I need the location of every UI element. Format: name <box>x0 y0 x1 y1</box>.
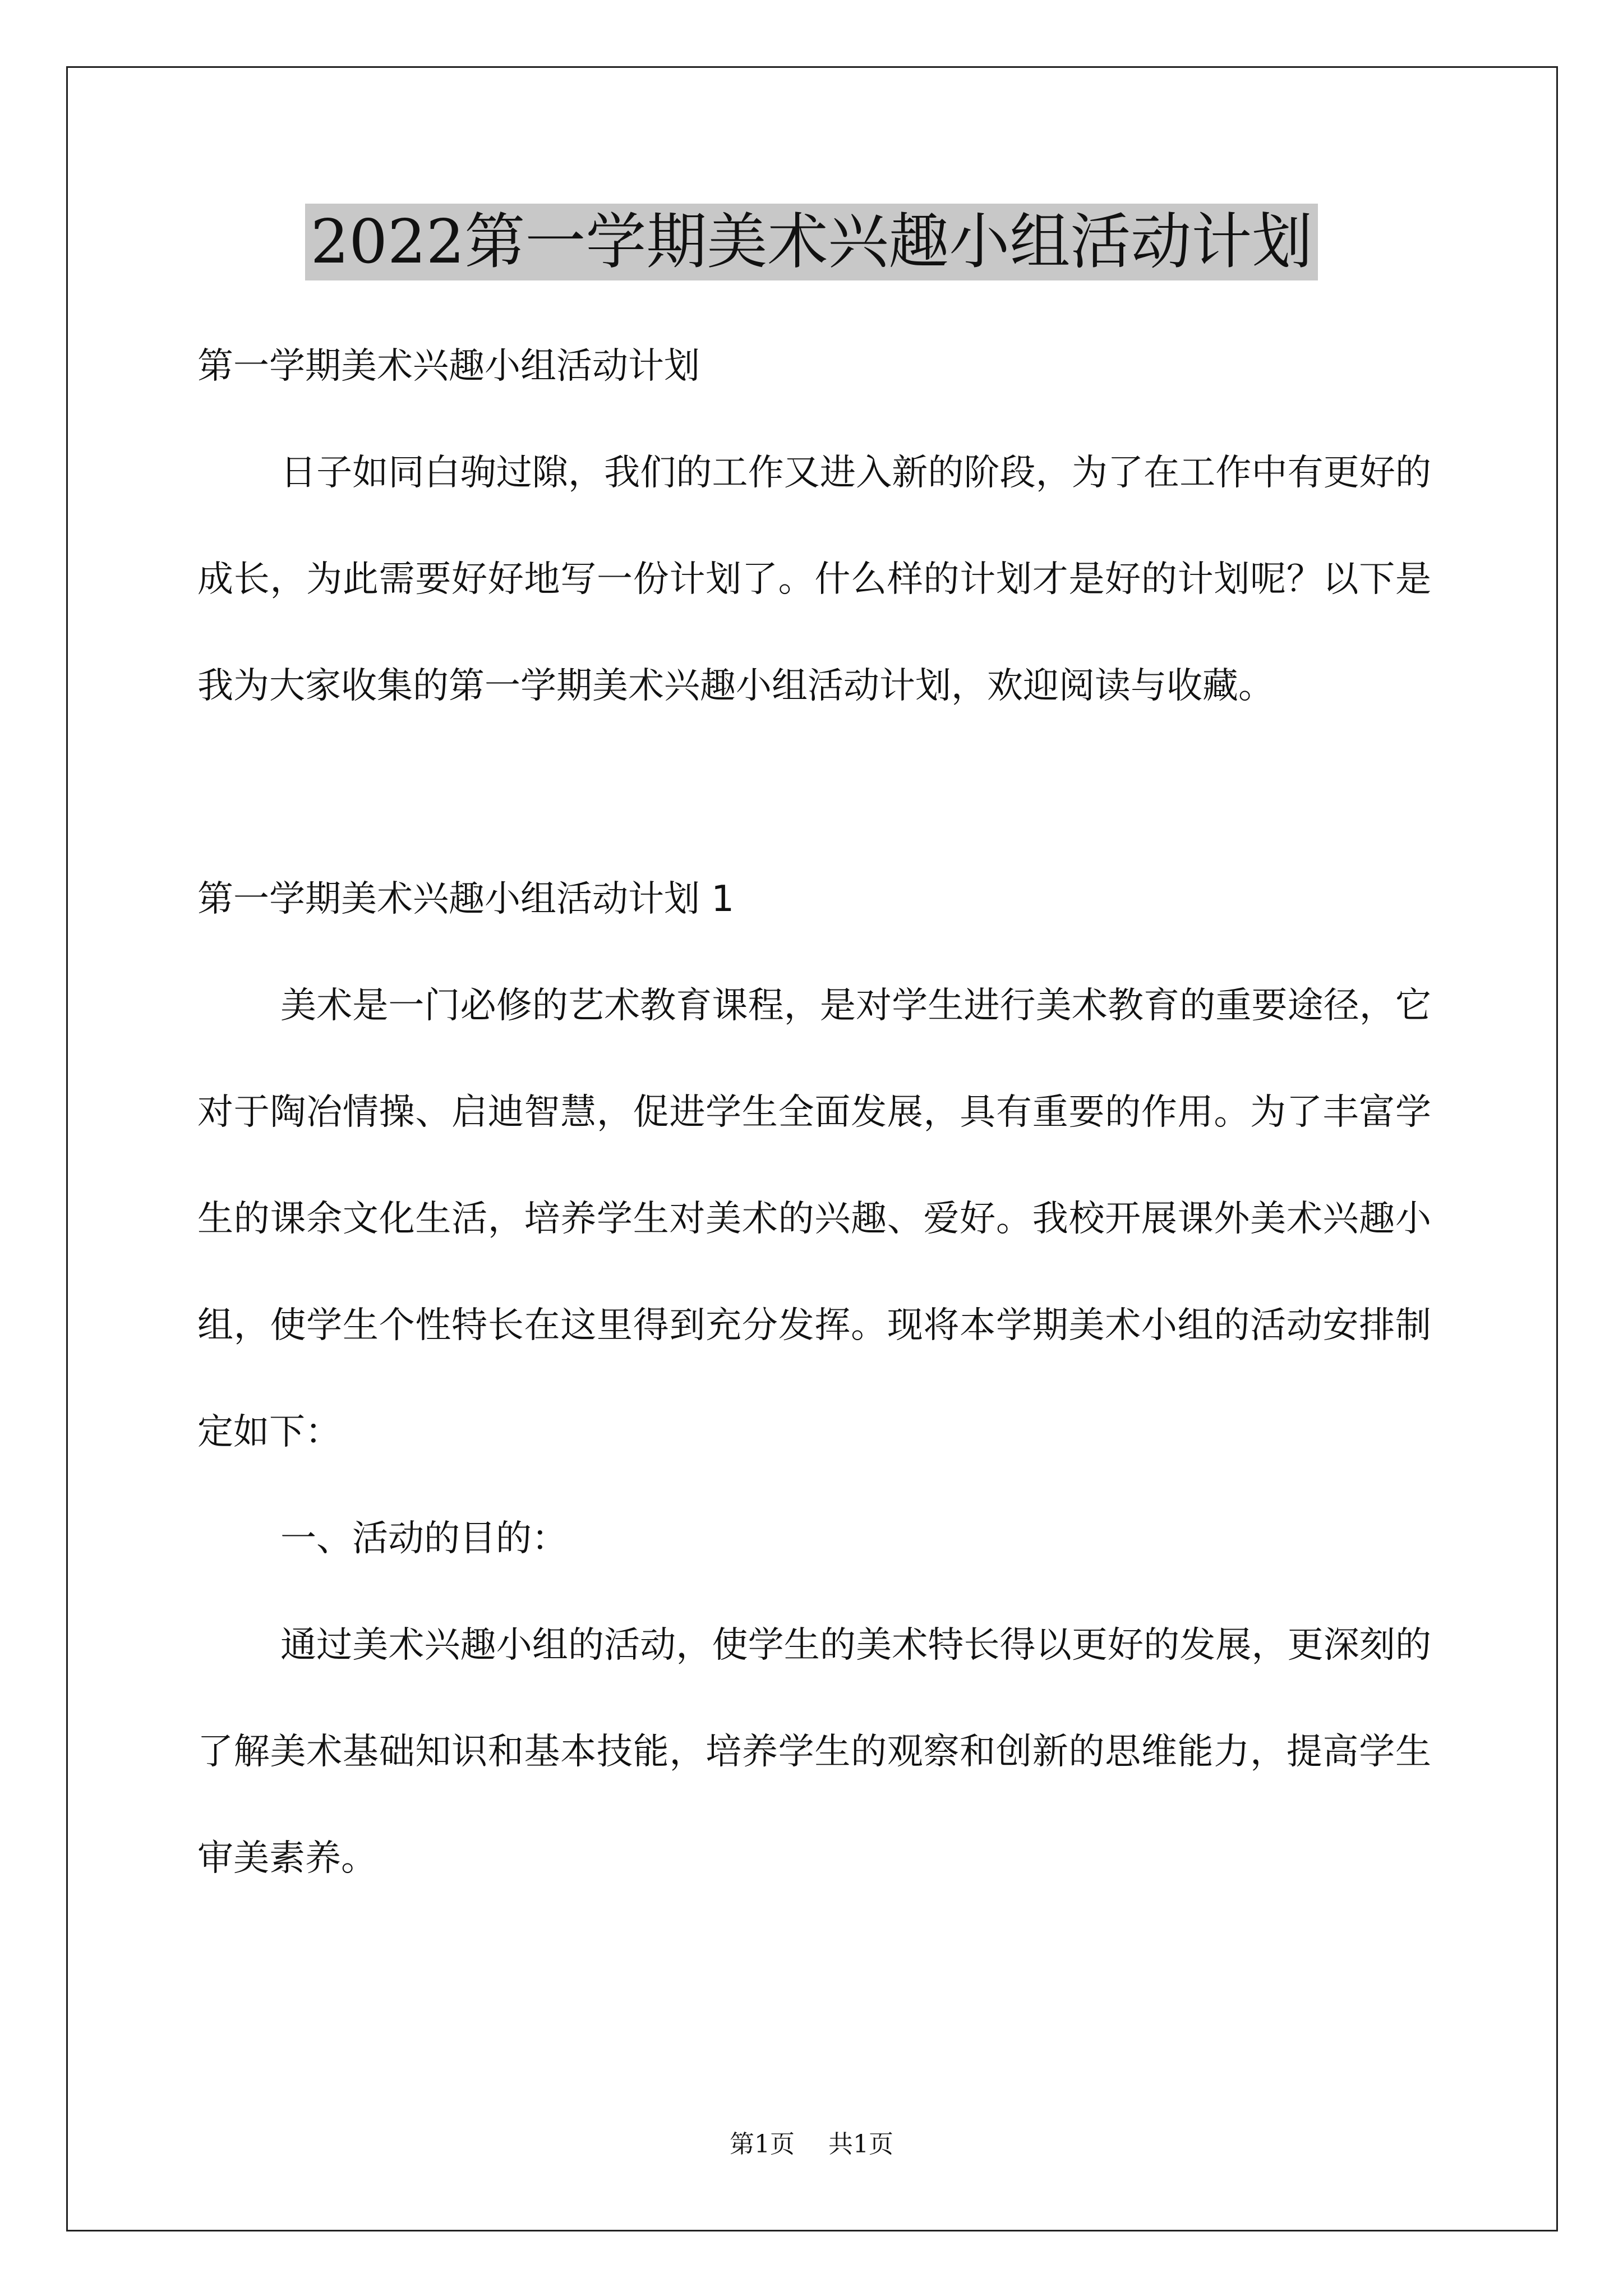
page-footer <box>0 2124 1623 2160</box>
document-body <box>197 313 1431 1912</box>
section-heading: 第一学期美术兴趣小组活动计划 1 <box>197 878 735 920</box>
page-number-current: 第1页 <box>730 2130 795 2159</box>
section-paragraph: 美术是一门必修的艺术教育课程，是对学生进行美术教育的重要途径，它对于陶冶情操、启迪智慧，促进学生全面发展，具有重要的作用。为了丰富学生的课余文化生活，培养学生对美术的兴趣、爱好。我校开展课外美术兴趣小组，使学生个性特长在这里得到充分发挥。现将本学期美术小组的活动安排制定如下： <box>197 985 1431 1453</box>
spacer <box>197 739 1431 846</box>
subtitle: 第一学期美术兴趣小组活动计划 <box>197 346 700 387</box>
document-title-text: 2022第一学期美术兴趣小组活动计划 <box>305 204 1318 280</box>
purpose-heading: 一、活动的目的： <box>280 1518 568 1559</box>
intro-paragraph: 日子如同白驹过隙，我们的工作又进入新的阶段，为了在工作中有更好的成长，为此需要好好地写一份计划了。什么样的计划才是好的计划呢？以下是我为大家收集的第一学期美术兴趣小组活动计划，欢迎阅读与收藏。 <box>197 452 1431 707</box>
page-number-total: 共1页 <box>828 2130 893 2159</box>
purpose-paragraph: 通过美术兴趣小组的活动，使学生的美术特长得以更好的发展，更深刻的了解美术基础知识和基本技能，培养学生的观察和创新的思维能力，提高学生审美素养。 <box>197 1625 1431 1879</box>
document-title <box>0 203 1623 282</box>
